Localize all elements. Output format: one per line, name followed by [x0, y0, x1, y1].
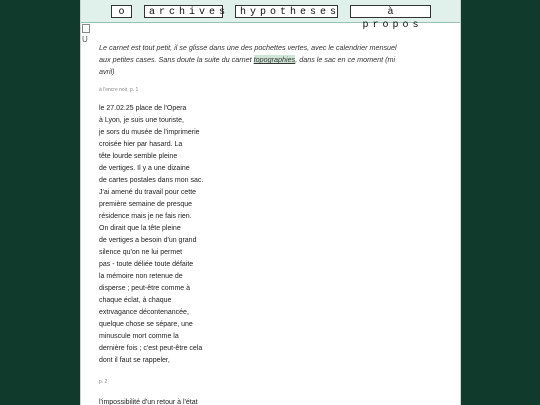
nav-hypotheses-button[interactable]: hypotheses: [235, 5, 338, 18]
poem-line: croisée hier par hasard. La: [99, 141, 183, 148]
broken-image-alt: U: [82, 35, 88, 44]
nav-archives-button[interactable]: archives: [144, 5, 223, 18]
image-frame-icon: [82, 24, 90, 33]
intro-text-after: , dans le sac en ce moment (mi avril): [99, 55, 396, 76]
poem-line: J'ai amené du travail pour cette: [99, 189, 197, 196]
poem-line: pas - toute déliée toute défaite: [99, 261, 194, 268]
poem-line: tête lourde semble pleine: [99, 153, 178, 160]
page-column: [80, 0, 461, 405]
page-note-2: p. 2: [99, 379, 108, 385]
poem-line: quelque chose se sépare, une: [99, 321, 193, 328]
page-note-1: à l'encre noir, p. 1: [99, 87, 139, 93]
poem-line: le 27.02.25 place de l'Opera: [99, 105, 187, 112]
poem-line: disperse ; peut-être comme à: [99, 285, 191, 292]
poem-line: de vertiges. Il y a une dizaine: [99, 165, 190, 172]
poem-line: résidence mais je ne fais rien.: [99, 213, 192, 220]
poem-text: [99, 103, 399, 367]
poem-line: première semaine de presque: [99, 201, 192, 208]
poem-line: minuscule mort comme la: [99, 333, 179, 340]
poem-line: de vertiges a besoin d'un grand: [99, 237, 197, 244]
poem-line: dont il faut se rappeler,: [99, 357, 170, 364]
broken-image-icon: [82, 23, 94, 44]
intro-text-before: Le carnet est tout petit, il se glisse dans une des pochettes vertes, avec le calendrier mensuel aux petites cases. Sans doute la suite du carnet: [99, 43, 397, 64]
poem-line: extrvagance décontenancée,: [99, 309, 189, 316]
nav-apropos-button[interactable]: à propos: [350, 5, 431, 18]
poem-line: silence qu'on ne lui permet: [99, 249, 183, 256]
poem-line: je sors du musée de l'imprimerie: [99, 129, 200, 136]
nav-home-button[interactable]: o: [111, 5, 132, 18]
article-content: [99, 42, 399, 405]
poem-line: à Lyon, je suis une touriste,: [99, 117, 184, 124]
poem-line: la mémoire non retenue de: [99, 273, 183, 280]
poem-line: On dirait que la tête pleine: [99, 225, 181, 232]
intro-paragraph: [99, 42, 399, 78]
poem-line: de cartes postales dans mon sac.: [99, 177, 204, 184]
poem-line: dernière fois ; c'est peut-être cela: [99, 345, 203, 352]
top-navigation: [81, 0, 460, 31]
poem-continuation: l'impossibilité d'un retour à l'état: [99, 399, 198, 405]
poem-line: chaque éclat, à chaque: [99, 297, 172, 304]
topographies-link[interactable]: topographies: [253, 55, 296, 64]
